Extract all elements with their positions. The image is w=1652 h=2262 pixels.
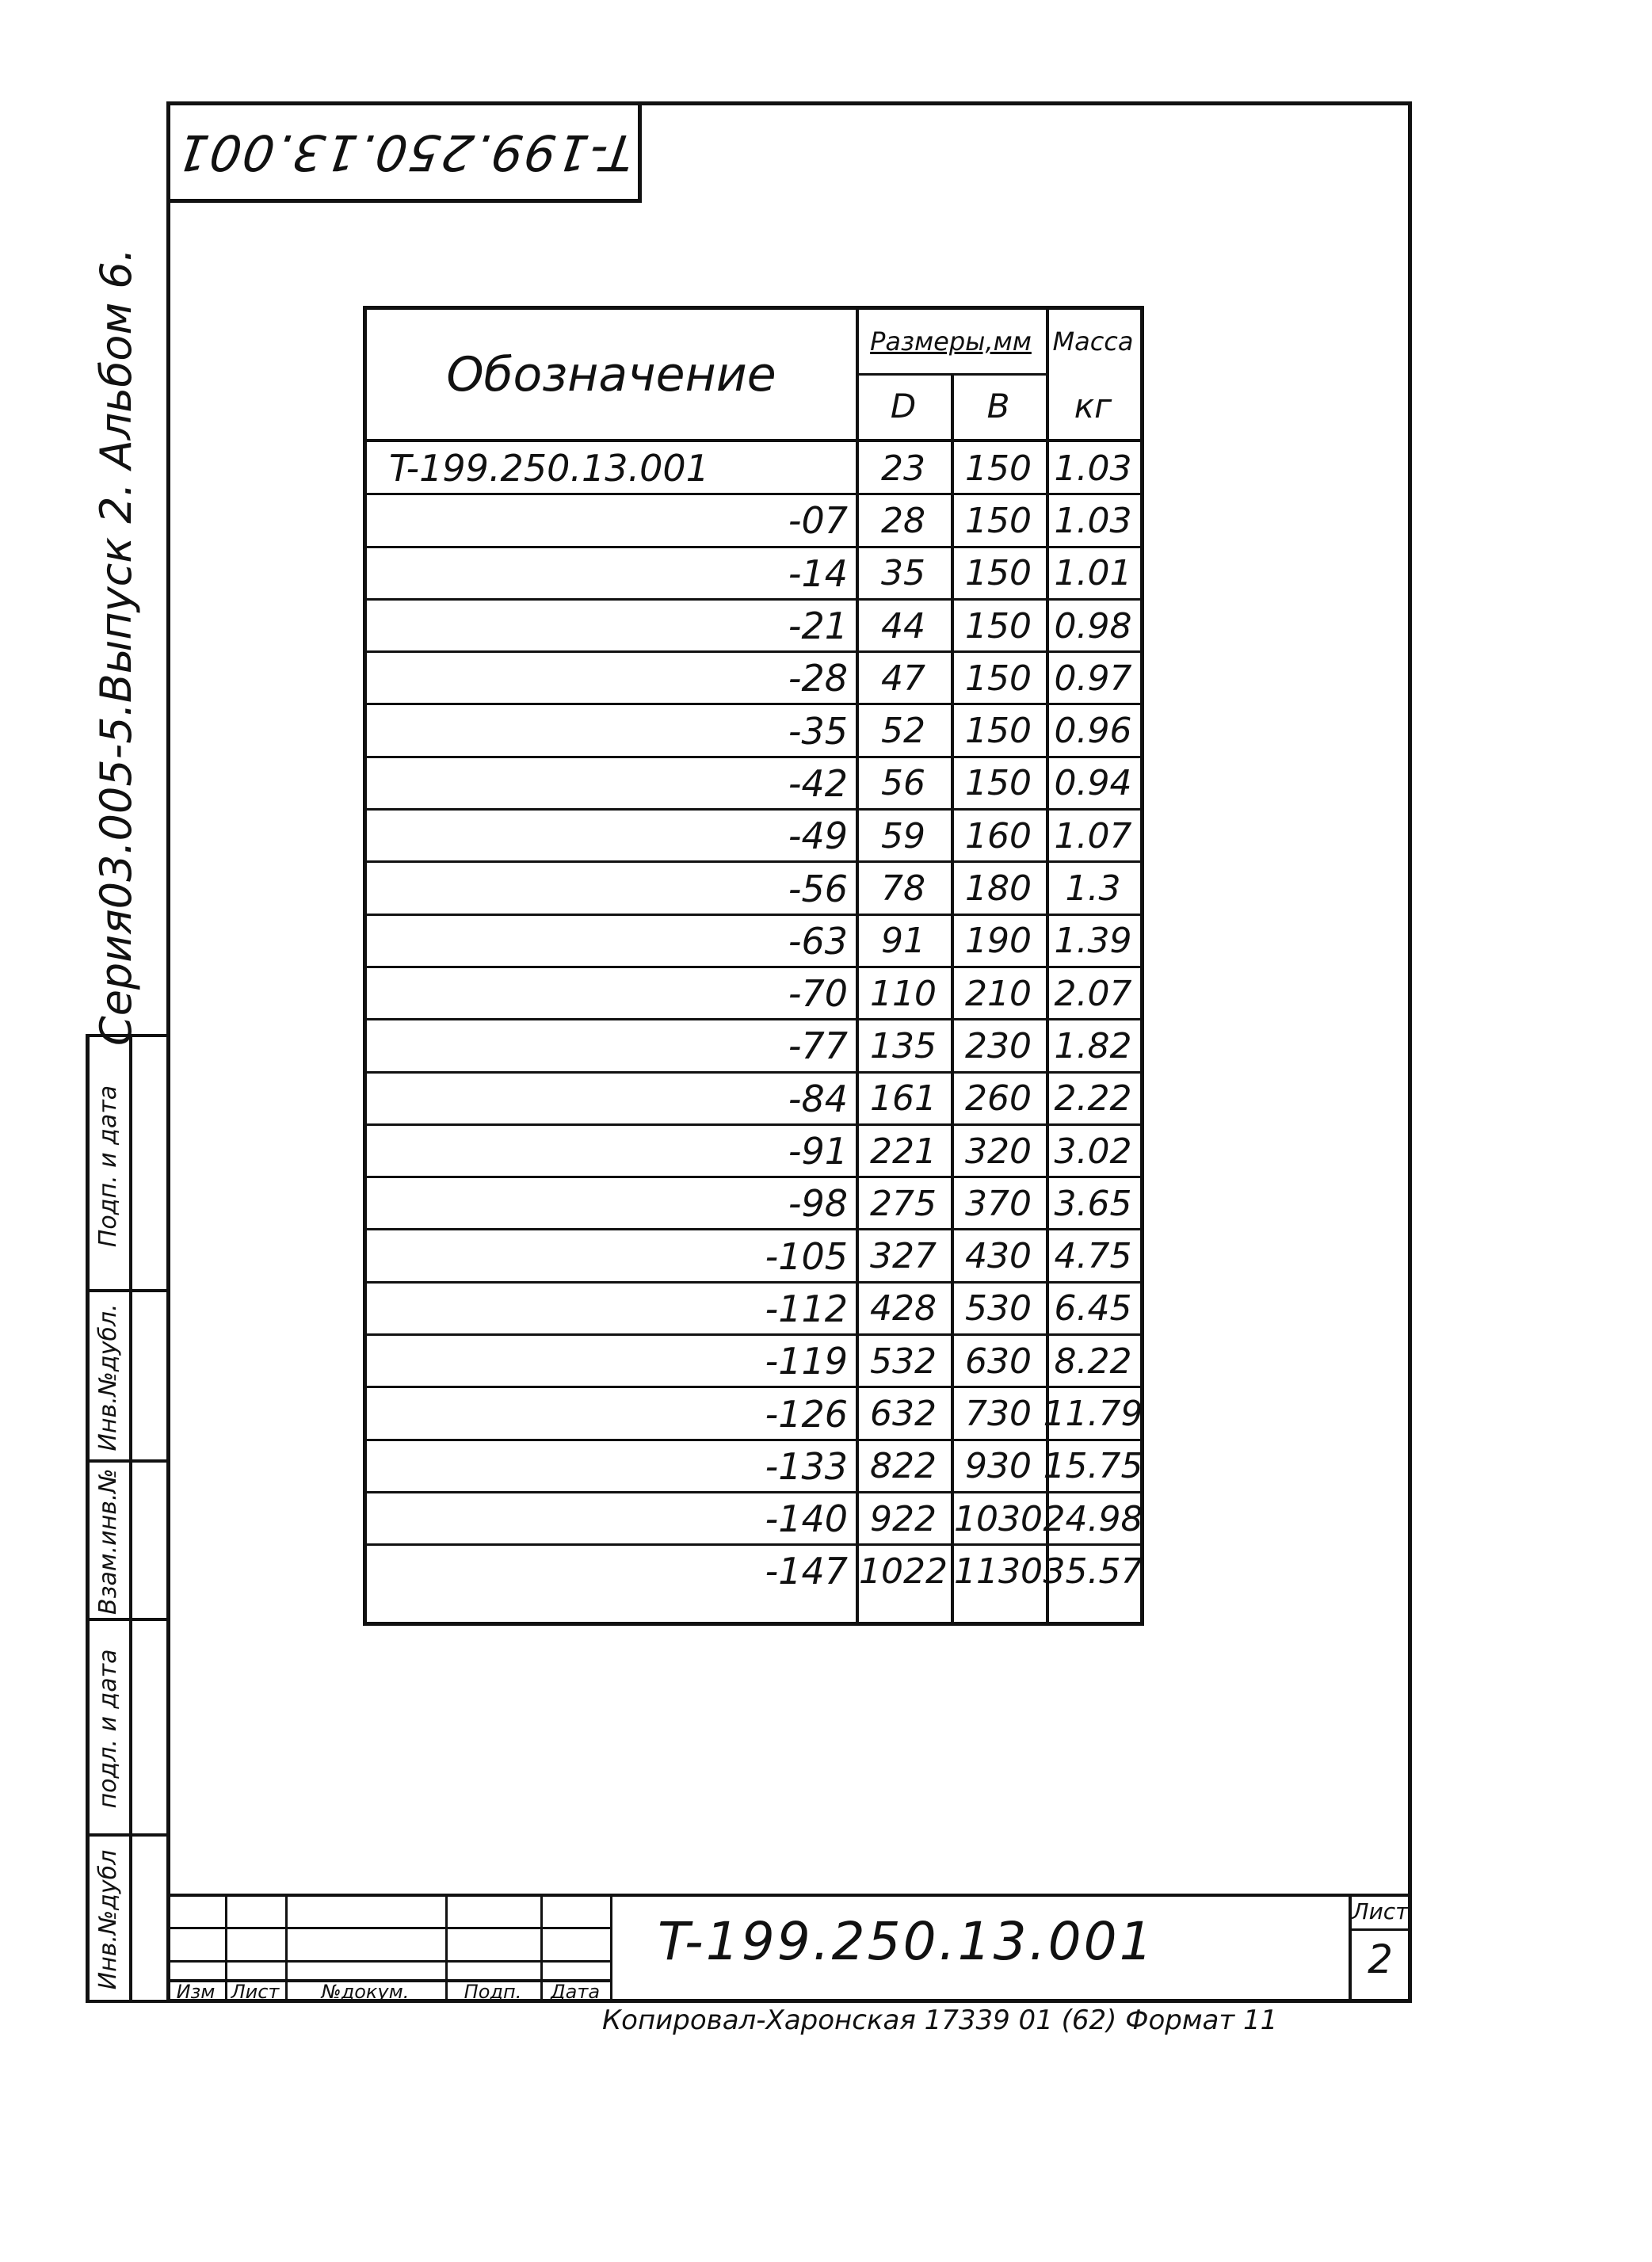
header-b: B [986, 387, 1010, 425]
row-mass-value: 6.45 [1054, 1288, 1132, 1329]
margin-label: подл. и дата [94, 1649, 122, 1809]
table-row [367, 1177, 1140, 1230]
row-designation: -14 [788, 551, 848, 595]
row-mass-value: 24.98 [1043, 1498, 1143, 1539]
row-b-value: 730 [965, 1394, 1032, 1435]
series-note [91, 248, 147, 1046]
row-designation: -133 [765, 1444, 848, 1488]
table-row [367, 547, 1140, 600]
row-b-value: 930 [965, 1446, 1032, 1487]
title-grid-vline [540, 1894, 543, 2003]
row-b-value: 150 [965, 553, 1032, 594]
table-row [367, 442, 1140, 494]
row-d-value: 35 [881, 553, 925, 594]
row-designation: -56 [788, 867, 848, 910]
row-b-value: 530 [965, 1288, 1032, 1329]
row-designation: -21 [788, 605, 848, 648]
approval-margin-strip [86, 1034, 166, 2003]
header-mass: Масса [1052, 326, 1134, 357]
row-b-value: 150 [965, 658, 1032, 699]
table-row [367, 757, 1140, 810]
row-d-value: 44 [881, 605, 925, 647]
row-d-value: 59 [881, 815, 925, 856]
table-row [367, 1335, 1140, 1387]
row-d-value: 327 [870, 1236, 937, 1277]
row-b-value: 190 [965, 921, 1032, 962]
row-d-value: 23 [881, 448, 925, 489]
row-b-value: 160 [965, 815, 1032, 856]
row-designation: -84 [788, 1077, 848, 1120]
header-d: D [890, 387, 917, 425]
row-b-value: 630 [965, 1341, 1032, 1382]
title-grid-vline [285, 1894, 288, 2003]
row-d-value: 532 [870, 1341, 937, 1382]
row-b-value: 150 [965, 711, 1032, 752]
row-designation: -126 [765, 1392, 848, 1436]
table-row [367, 1230, 1140, 1283]
row-b-value: 150 [965, 605, 1032, 647]
row-mass-value: 35.57 [1043, 1551, 1143, 1592]
row-d-value: 28 [881, 500, 925, 541]
title-col-label: Дата [550, 1981, 601, 2003]
row-mass-value: 1.01 [1054, 553, 1132, 594]
row-b-value: 230 [965, 1025, 1032, 1066]
title-grid-vline [610, 1894, 612, 2003]
row-designation: -91 [788, 1130, 848, 1173]
title-grid-vline [225, 1894, 227, 2003]
row-designation: -147 [765, 1550, 848, 1593]
row-b-value: 1030 [954, 1498, 1043, 1539]
table-row [367, 1387, 1143, 1440]
inverted-code-box [166, 101, 642, 203]
row-mass-value: 15.75 [1043, 1446, 1143, 1487]
row-d-value: 91 [881, 921, 925, 962]
row-designation: -42 [788, 761, 848, 805]
row-mass-value: 11.79 [1043, 1394, 1143, 1435]
row-d-value: 161 [870, 1078, 937, 1120]
row-d-value: 822 [870, 1446, 937, 1487]
row-d-value: 922 [870, 1498, 937, 1539]
series-note-text: Серия03.005-5.Выпуск 2. Альбом 6. [91, 248, 141, 1046]
row-d-value: 56 [881, 763, 925, 804]
row-d-value: 275 [870, 1183, 937, 1224]
title-block-code: T-199.250.13.001 [658, 1911, 1155, 1972]
row-designation: -112 [765, 1287, 848, 1330]
table-row [367, 1493, 1143, 1545]
table-row [367, 652, 1140, 704]
title-col-label: Подп. [464, 1981, 522, 2003]
row-designation: -28 [788, 657, 848, 700]
sheet-label: Лист [1352, 1898, 1409, 1924]
row-d-value: 78 [881, 868, 925, 910]
row-b-value: 370 [965, 1183, 1032, 1224]
title-block-top-line [166, 1894, 1412, 1897]
row-b-value: 150 [965, 763, 1032, 804]
row-d-value: 110 [870, 973, 937, 1014]
table-row [367, 494, 1140, 547]
margin-label: Подп. и дата [94, 1085, 122, 1248]
title-col-label: Лист [231, 1981, 280, 2003]
table-row [367, 810, 1140, 862]
row-mass-value: 3.02 [1054, 1131, 1132, 1172]
row-b-value: 320 [965, 1131, 1032, 1172]
row-designation: -70 [788, 972, 848, 1016]
table-row [367, 1073, 1140, 1125]
row-d-value: 632 [870, 1394, 937, 1435]
row-mass-value: 2.07 [1054, 973, 1132, 1014]
row-designation: -77 [788, 1024, 848, 1068]
table-row [367, 600, 1140, 652]
row-mass-value: 4.75 [1054, 1236, 1132, 1277]
header-designation: Обозначение [446, 346, 776, 402]
title-col-label: Изм [176, 1981, 216, 2003]
table-row [367, 915, 1140, 967]
row-mass-value: 0.97 [1054, 658, 1132, 699]
sheet-number: 2 [1368, 1936, 1393, 1982]
inverted-code: T-199.250.13.001 [171, 123, 637, 181]
table-row [367, 862, 1140, 914]
title-col-label: №докум. [321, 1981, 410, 2003]
table-row [367, 1020, 1140, 1072]
row-mass-value: 8.22 [1054, 1341, 1132, 1382]
table-row [367, 1440, 1143, 1493]
row-mass-value: 2.22 [1054, 1078, 1132, 1120]
row-b-value: 430 [965, 1236, 1032, 1277]
row-designation: -119 [765, 1340, 848, 1383]
row-mass-value: 3.65 [1054, 1183, 1132, 1224]
header-sizes: Размеры,мм [870, 326, 1032, 357]
title-block [166, 1894, 1412, 2003]
row-d-value: 52 [881, 711, 925, 752]
row-d-value: 135 [870, 1025, 937, 1066]
row-mass-value: 1.39 [1054, 921, 1132, 962]
title-grid-vline [445, 1894, 448, 2003]
row-mass-value: 1.82 [1054, 1025, 1132, 1066]
row-designation: -105 [765, 1234, 848, 1278]
row-mass-value: 0.94 [1054, 763, 1132, 804]
row-designation: -07 [788, 499, 848, 543]
row-mass-value: 1.03 [1054, 448, 1132, 489]
margin-label: Инв.№дубл. [94, 1303, 122, 1451]
row-designation: -63 [788, 919, 848, 963]
row-d-value: 47 [881, 658, 925, 699]
row-d-value: 428 [870, 1288, 937, 1329]
row-b-value: 1130 [954, 1551, 1043, 1592]
row-b-value: 150 [965, 500, 1032, 541]
row-designation: -140 [765, 1497, 848, 1541]
row-mass-value: 0.98 [1054, 605, 1132, 647]
margin-strip-divider [129, 1034, 132, 2003]
row-designation: -35 [788, 709, 848, 753]
title-grid-line [166, 1927, 610, 1929]
row-b-value: 180 [965, 868, 1032, 910]
table-row [367, 1283, 1140, 1335]
sheet-box-hline [1349, 1928, 1412, 1931]
row-designation: -98 [788, 1182, 848, 1226]
row-b-value: 150 [965, 448, 1032, 489]
row-d-value: 1022 [859, 1551, 948, 1592]
row-mass-value: 0.96 [1054, 711, 1132, 752]
margin-label: Взам.инв.№ [94, 1468, 122, 1615]
table-row [367, 705, 1140, 757]
row-mass-value: 1.3 [1065, 868, 1121, 910]
row-designation: T-199.250.13.001 [389, 447, 709, 490]
table-row [367, 1125, 1140, 1177]
margin-label: Инв.№дубл [94, 1849, 122, 1990]
title-grid-line [166, 1960, 610, 1963]
row-b-value: 260 [965, 1078, 1032, 1120]
row-b-value: 210 [965, 973, 1032, 1014]
table-row [367, 967, 1140, 1020]
designation-table [363, 306, 1144, 1626]
copy-note: Копировал-Харонская 17339 01 (62) Формат 11 [602, 2005, 1278, 2036]
table-row [367, 1545, 1143, 1597]
row-mass-value: 1.03 [1054, 500, 1132, 541]
row-d-value: 221 [870, 1131, 937, 1172]
header-unit: кг [1074, 387, 1112, 425]
row-designation: -49 [788, 814, 848, 858]
row-mass-value: 1.07 [1054, 815, 1132, 856]
